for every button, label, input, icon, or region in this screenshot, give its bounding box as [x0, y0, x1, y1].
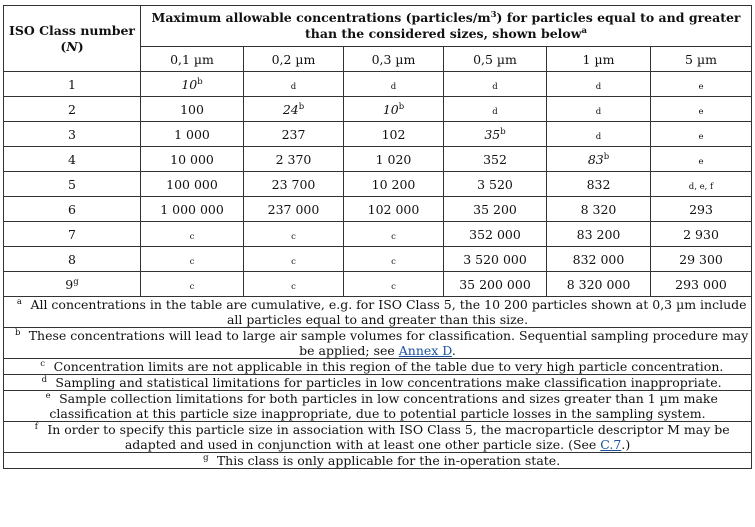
concentration-cell	[344, 247, 444, 272]
footnote-e: e Sample collection limitations for both particles in low concentrations and sizes greater than 1 µm make classification at this particle size inappropriate, due to potential particle losses in the sampling system.	[4, 391, 752, 422]
concentration-footnote-mark: b	[398, 101, 405, 112]
max-conc-footnote-mark: a	[581, 25, 588, 36]
c7-link[interactable]: C.7	[600, 437, 622, 452]
concentration-value: d	[390, 81, 397, 92]
class-number-cell	[4, 72, 141, 97]
class-number-symbol: N	[66, 38, 78, 54]
concentration-value: 100 000	[166, 176, 218, 192]
concentration-value: c	[189, 256, 195, 267]
concentration-cell	[344, 97, 444, 122]
concentration-value: 10 200	[371, 176, 416, 192]
footnote-c-text: Concentration limits are not applicable in this region of the table due to very high particle concentration.	[53, 359, 724, 374]
footnote-a: a All concentrations in the table are cumulative, e.g. for ISO Class 5, the 10 200 particles shown at 0,3 µm include all particles equal to and greater than this size.	[4, 297, 752, 328]
concentration-value: 3 520 000	[463, 251, 527, 267]
concentration-cell	[141, 197, 244, 222]
concentration-value: 1 020	[375, 151, 412, 167]
table-row	[4, 222, 752, 247]
class-number-value: 5	[68, 176, 76, 192]
concentration-value: 2 370	[275, 151, 312, 167]
size-header: 0,1 µm	[141, 47, 244, 72]
concentration-cell	[444, 247, 547, 272]
concentration-footnote-mark: b	[603, 151, 610, 162]
footnote-d: d Sampling and statistical limitations for particles in low concentrations make classification inappropriate.	[4, 375, 752, 391]
iso-class-table	[3, 5, 752, 469]
concentration-cell	[444, 272, 547, 297]
concentration-cell	[651, 172, 752, 197]
concentration-cell	[651, 197, 752, 222]
concentration-cell	[344, 172, 444, 197]
concentration-value: 8 320	[580, 201, 617, 217]
class-number-label: ISO Class number	[8, 22, 136, 38]
concentration-cell	[141, 72, 244, 97]
concentration-value: 293	[689, 201, 713, 217]
concentration-value: e	[698, 131, 704, 142]
concentration-value: 237	[281, 126, 306, 142]
concentration-cell	[344, 272, 444, 297]
concentration-value: d	[595, 131, 602, 142]
class-number-value: 1	[68, 76, 76, 92]
concentration-cell	[547, 97, 651, 122]
max-conc-text-post: ) for particles equal to and greater than the considered sizes, shown below	[305, 10, 741, 41]
concentration-value: c	[391, 256, 396, 267]
concentration-value: c	[189, 231, 195, 242]
class-number-value: 7	[68, 226, 76, 242]
concentration-cell	[244, 222, 344, 247]
footnotes	[4, 297, 752, 469]
concentration-footnote-mark: b	[197, 76, 203, 87]
concentration-value: e	[698, 106, 704, 117]
concentration-cell	[141, 147, 244, 172]
footnote-f: f In order to specify this particle size in association with ISO Class 5, the macroparticle descriptor M may be adapted and used in conjunction with at least one other particle size. (See C.7.)	[4, 422, 752, 453]
concentration-cell	[547, 222, 651, 247]
concentration-value: 2 930	[683, 226, 719, 242]
footnote-g-text: This class is only applicable for the in-operation state.	[216, 453, 561, 468]
concentration-value: c	[189, 281, 195, 292]
class-number-value: 8	[68, 251, 76, 267]
concentration-cell	[244, 272, 344, 297]
concentration-value: 1 000 000	[160, 201, 224, 217]
size-header: 0,2 µm	[244, 47, 344, 72]
concentration-cell	[651, 72, 752, 97]
concentration-footnote-mark: b	[298, 101, 305, 112]
concentration-cell	[547, 147, 651, 172]
concentration-cell	[244, 72, 344, 97]
concentration-cell	[547, 247, 651, 272]
concentration-cell	[244, 172, 344, 197]
concentration-value: d	[492, 81, 498, 92]
concentration-value: 102	[381, 126, 406, 142]
class-number-cell	[4, 97, 141, 122]
concentration-cell	[547, 272, 651, 297]
concentration-cell	[444, 147, 547, 172]
concentration-cell	[444, 197, 547, 222]
concentration-value: 832	[586, 176, 611, 192]
size-header: 0,5 µm	[444, 47, 547, 72]
class-number-cell	[4, 247, 141, 272]
class-number-cell	[4, 272, 141, 297]
max-conc-text-pre: Maximum allowable concentrations (particles/m	[151, 10, 491, 25]
footnote-c: c Concentration limits are not applicable in this region of the table due to very high particle concentration.	[4, 359, 752, 375]
concentration-value: d	[595, 81, 602, 92]
concentration-cell	[244, 197, 344, 222]
max-conc-exponent: 3	[490, 9, 497, 20]
concentration-value: 237 000	[267, 201, 320, 217]
size-header: 1 µm	[547, 47, 651, 72]
concentration-cell	[141, 222, 244, 247]
concentration-cell	[547, 72, 651, 97]
concentration-value: 352 000	[469, 226, 521, 242]
table-row	[4, 122, 752, 147]
class-number-cell	[4, 122, 141, 147]
concentration-value: 3 520	[477, 176, 513, 192]
concentration-value: 102 000	[367, 201, 420, 217]
concentration-value: d	[290, 81, 297, 92]
concentration-value: c	[291, 231, 296, 242]
class-number-cell	[4, 222, 141, 247]
concentration-cell	[344, 147, 444, 172]
size-header: 5 µm	[651, 47, 752, 72]
concentration-value: 10	[382, 101, 399, 117]
concentration-value: c	[391, 281, 396, 292]
footnote-f-end: .)	[621, 437, 631, 452]
concentration-value: 10	[181, 76, 198, 92]
concentration-value: c	[391, 231, 396, 242]
footnote-g: g This class is only applicable for the in-operation state.	[4, 453, 752, 469]
concentration-cell	[651, 222, 752, 247]
concentration-value: e	[698, 81, 704, 92]
concentration-cell	[444, 97, 547, 122]
class-number-cell	[4, 197, 141, 222]
concentration-cell	[547, 197, 651, 222]
concentration-value: 1 000	[174, 126, 210, 142]
class-number-value: 3	[68, 126, 76, 142]
concentration-value: 100	[180, 101, 204, 117]
table-row	[4, 147, 752, 172]
concentration-cell	[344, 197, 444, 222]
concentration-value: 35 200 000	[459, 276, 531, 292]
concentration-value: e	[698, 156, 704, 167]
concentration-footnote-mark: b	[500, 126, 506, 137]
concentration-cell	[651, 147, 752, 172]
concentration-cell	[141, 272, 244, 297]
concentration-value: c	[291, 281, 296, 292]
concentration-cell	[344, 222, 444, 247]
footnote-b-end: .	[451, 343, 456, 358]
footnote-b-text: These concentrations will lead to large air sample volumes for classification. Sequential sampling procedure may be applied; see	[28, 328, 749, 358]
table-body	[4, 72, 752, 297]
concentration-cell	[444, 122, 547, 147]
concentration-cell	[547, 172, 651, 197]
concentration-value: d	[595, 106, 602, 117]
concentration-value: d, e, f	[688, 181, 714, 192]
concentration-value: c	[291, 256, 296, 267]
footnote-a-text: All concentrations in the table are cumulative, e.g. for ISO Class 5, the 10 200 particles shown at 0,3 µm include all particles equal to and greater than this size.	[30, 297, 747, 327]
annex-d-link[interactable]: Annex D	[398, 343, 452, 358]
class-number-value: 6	[68, 201, 76, 217]
table-row	[4, 247, 752, 272]
table-row	[4, 172, 752, 197]
concentration-cell	[141, 247, 244, 272]
max-concentration-header	[141, 6, 752, 47]
concentration-cell	[141, 97, 244, 122]
class-number-header: ISO Class number (N)	[4, 6, 141, 72]
concentration-value: 29 300	[679, 251, 723, 267]
footnote-e-text: Sample collection limitations for both particles in low concentrations and sizes greater than 1 µm make classification at this particle size inappropriate, due to potential particle losses in the sampling system.	[49, 391, 718, 421]
concentration-cell	[244, 147, 344, 172]
concentration-cell	[444, 222, 547, 247]
concentration-cell	[244, 122, 344, 147]
table-row	[4, 197, 752, 222]
concentration-value: 83	[587, 151, 604, 167]
concentration-value: 8 320 000	[566, 276, 631, 292]
class-number-value: 9	[65, 276, 74, 292]
class-number-value: 2	[68, 101, 76, 117]
concentration-value: 352	[483, 151, 507, 167]
table-row	[4, 272, 752, 297]
concentration-cell	[244, 247, 344, 272]
table-row	[4, 97, 752, 122]
class-number-cell	[4, 172, 141, 197]
concentration-value: 10 000	[170, 151, 214, 167]
concentration-cell	[444, 72, 547, 97]
footnote-b: b These concentrations will lead to large air sample volumes for classification. Sequential sampling procedure may be applied; see Annex D.	[4, 328, 752, 359]
concentration-value: 832 000	[572, 251, 625, 267]
concentration-value: 35	[484, 126, 501, 142]
concentration-value: 24	[282, 101, 299, 117]
concentration-cell	[344, 122, 444, 147]
concentration-cell	[344, 72, 444, 97]
concentration-cell	[651, 247, 752, 272]
size-header: 0,3 µm	[344, 47, 444, 72]
concentration-cell	[651, 272, 752, 297]
class-number-cell	[4, 147, 141, 172]
concentration-cell	[141, 172, 244, 197]
concentration-value: 35 200	[473, 201, 517, 217]
table-row	[4, 72, 752, 97]
class-footnote-mark: g	[73, 276, 79, 287]
footnote-d-text: Sampling and statistical limitations for particles in low concentrations make classification inappropriate.	[55, 375, 722, 390]
concentration-value: 83 200	[576, 226, 621, 242]
concentration-value: d	[492, 106, 498, 117]
concentration-cell	[444, 172, 547, 197]
concentration-cell	[547, 122, 651, 147]
concentration-value: 293 000	[675, 276, 727, 292]
concentration-cell	[651, 122, 752, 147]
concentration-cell	[141, 122, 244, 147]
concentration-cell	[651, 97, 752, 122]
class-number-value: 4	[68, 151, 76, 167]
concentration-value: 23 700	[271, 176, 316, 192]
footnote-f-text: In order to specify this particle size in association with ISO Class 5, the macroparticle descriptor M may be adapted and used in conjunction with at least one other particle size. (See	[47, 422, 730, 452]
concentration-cell	[244, 97, 344, 122]
